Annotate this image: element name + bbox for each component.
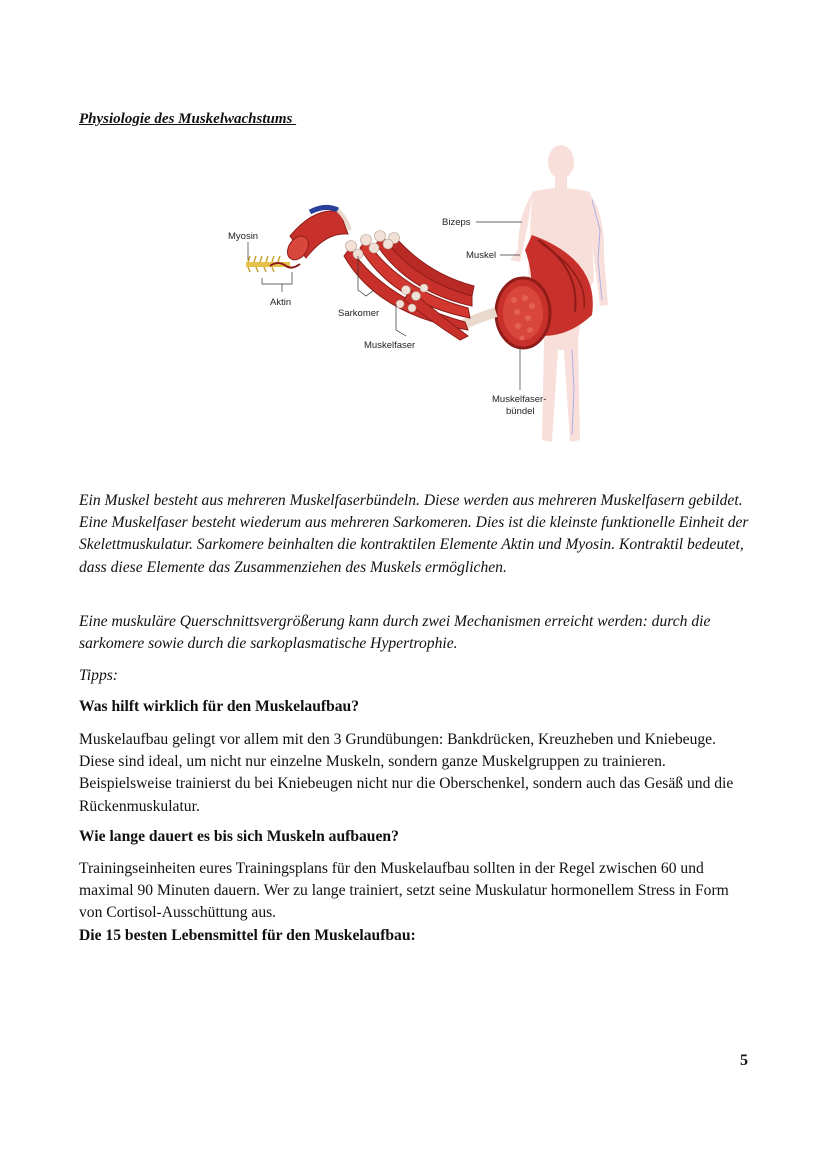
page-title: Physiologie des Muskelwachstums bbox=[79, 111, 297, 127]
label-muskelfaserbuendel-2: bündel bbox=[506, 406, 535, 417]
paragraph-tips: Tipps: bbox=[79, 667, 118, 684]
muscle-anatomy-illustration bbox=[220, 140, 620, 452]
heading-muscle-building: Was hilft wirklich für den Muskelaufbau? bbox=[79, 698, 360, 715]
label-muskel: Muskel bbox=[466, 250, 497, 261]
paragraph-basic-exercises: Muskelaufbau gelingt vor allem mit den 3 Grundübungen: Bankdrücken, Kreuzheben und Kniebeuge. Diese sind ideal, um nicht nur einzelne Muskeln, sondern ganze Muskelgruppen zu trainieren. Beispielsweise trainierst du bei Kniebeugen nicht nur die Oberschenkel, sondern auch das Gesäß und die Rückenmuskulatur. bbox=[79, 731, 734, 815]
label-aktin: Aktin bbox=[270, 297, 292, 308]
paragraph-hypertrophy: Eine muskuläre Querschnittsvergrößerung kann durch zwei Mechanismen erreicht werden: durch die sarkomere sowie durch die sarkoplasmatische Hypertrophie. bbox=[79, 613, 711, 653]
label-muskelfaser: Muskelfaser bbox=[364, 340, 416, 351]
label-bizeps: Bizeps bbox=[442, 217, 471, 228]
label-muskelfaserbuendel-1: Muskelfaser- bbox=[492, 394, 547, 405]
paragraph-intro: Ein Muskel besteht aus mehreren Muskelfaserbündeln. Diese werden aus mehreren Muskelfasern gebildet. Eine Muskelfaser besteht wiederum aus mehreren Sarkomeren. Dies ist die kleinste funktionelle Einheit der Skelettmuskulatur. Sarkomere beinhalten die kontraktilen Elemente Aktin und Myosin. Kontraktil bedeutet, dass diese Elemente das Zusammenziehen des Muskels ermöglichen. bbox=[79, 492, 749, 576]
paragraph-training-duration: Trainingseinheiten eures Trainingsplans für den Muskelaufbau sollten in der Regel zwischen 60 und maximal 90 Minuten dauern. Wer zu lange trainiert, setzt seine Muskulatur hormonellem Stress in Form von Cortisol-Ausschüttung aus. bbox=[79, 860, 729, 922]
label-myosin: Myosin bbox=[228, 231, 259, 242]
heading-duration: Wie lange dauert es bis sich Muskeln aufbauen? bbox=[79, 828, 399, 845]
page-number: 5 bbox=[740, 1052, 748, 1069]
label-sarkomer: Sarkomer bbox=[338, 308, 380, 319]
heading-best-foods: Die 15 besten Lebensmittel für den Muskelaufbau: bbox=[79, 927, 416, 944]
